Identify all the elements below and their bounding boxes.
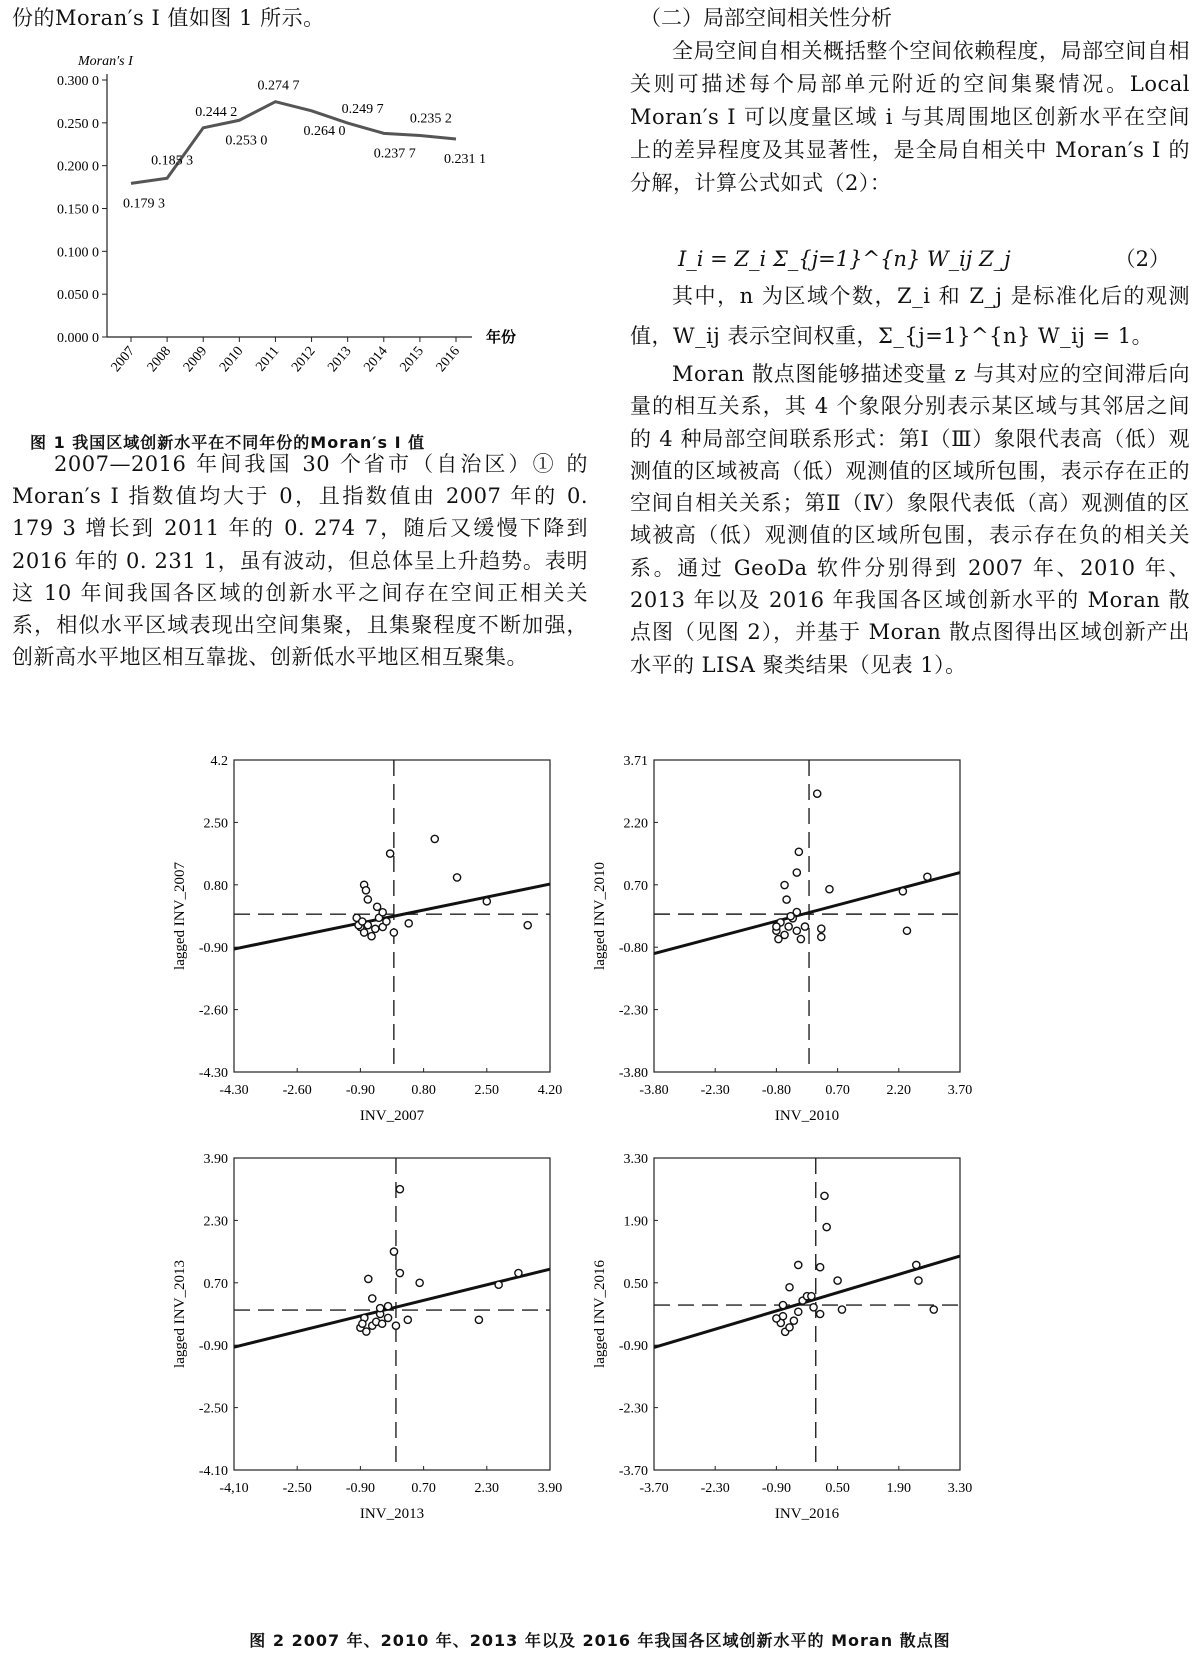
x-tick-label: 2016 (433, 343, 464, 376)
y-tick-label: 0.050 0 (57, 288, 99, 304)
x-tick-label: 2009 (180, 343, 211, 376)
x-tick-label: -2.30 (700, 1481, 730, 1496)
y-tick-label: 3.71 (623, 754, 648, 769)
data-point (823, 1223, 830, 1230)
y-tick-label: 0.50 (623, 1276, 648, 1292)
x-axis-label: 年份 (486, 330, 517, 346)
data-point (384, 1303, 391, 1310)
x-tick-label: 3.30 (947, 1481, 973, 1496)
data-point (779, 1301, 786, 1308)
y-tick-label: 0.150 0 (57, 202, 99, 218)
x-tick-label: -3.70 (639, 1481, 669, 1496)
x-tick-label: -0.90 (345, 1083, 375, 1098)
data-point (363, 1328, 370, 1335)
data-point (826, 886, 833, 893)
data-point (786, 1324, 793, 1331)
data-point (818, 925, 825, 932)
x-tick-label: 2.20 (886, 1083, 912, 1098)
y-tick-label: -0.80 (618, 941, 648, 957)
plot-frame (234, 1158, 550, 1470)
formula-text: I_i = Z_i Σ_{j=1}^{n} W_ij Z_j (678, 247, 1011, 271)
y-tick-label: 0.250 0 (57, 116, 99, 132)
data-point (797, 935, 804, 942)
scatter-plot-2016 (570, 1140, 1000, 1530)
y-tick-label: 0.80 (203, 878, 228, 894)
data-label: 0.253 0 (225, 133, 268, 149)
data-point (359, 1320, 366, 1327)
y-tick-label: -2.50 (198, 1401, 228, 1417)
y-tick-label: 3.90 (203, 1152, 228, 1167)
y-tick-label: -2.30 (618, 1401, 648, 1417)
formula-number: （2） (1114, 247, 1170, 271)
section-heading: （二）局部空间相关性分析 (640, 6, 892, 30)
data-point (483, 898, 490, 905)
data-label: 0.185 3 (151, 153, 194, 169)
data-point (368, 933, 375, 940)
data-point (930, 1306, 937, 1313)
y-tick-label: -4.30 (198, 1066, 228, 1081)
x-tick-label: 1.90 (886, 1481, 912, 1496)
x-tick-label: 3.90 (537, 1481, 563, 1496)
data-point (838, 1306, 845, 1313)
figure-1-caption: 图 1 我国区域创新水平在不同年份的Moran′s I 值 (30, 433, 426, 452)
x-tick-label: -4.30 (219, 1083, 249, 1098)
data-point (390, 1248, 397, 1255)
data-point (361, 929, 368, 936)
data-point (785, 923, 792, 930)
x-tick-label: -0.90 (345, 1481, 375, 1496)
y-tick-label: 2.20 (623, 816, 648, 832)
y-tick-label: -0.90 (198, 1339, 228, 1355)
data-point (817, 1310, 824, 1317)
y-tick-label: 0.200 0 (57, 159, 99, 175)
y-tick-label: -0.90 (198, 941, 228, 957)
y-tick-label: -4.10 (198, 1464, 228, 1479)
x-tick-label: 2015 (397, 343, 427, 376)
x-axis-label: INV_2010 (774, 1108, 840, 1124)
data-point (810, 1304, 817, 1311)
data-point (416, 1279, 423, 1286)
data-point (817, 1264, 824, 1271)
x-tick-label: -2.30 (700, 1083, 730, 1098)
data-point (793, 908, 800, 915)
x-tick-label: -2.60 (282, 1083, 312, 1098)
x-tick-label: -4,10 (219, 1481, 249, 1496)
data-point (899, 888, 906, 895)
y-tick-label: 3.30 (623, 1152, 648, 1167)
data-point (384, 1314, 391, 1321)
x-tick-label: 3.70 (947, 1083, 973, 1098)
data-label: 0.264 0 (303, 123, 346, 139)
y-axis-label: lagged INV_2007 (172, 862, 188, 970)
y-tick-label: -0.90 (618, 1339, 648, 1355)
x-tick-label: 2.50 (474, 1083, 500, 1098)
data-label: 0.231 1 (444, 152, 486, 168)
y-tick-label: 2.50 (203, 816, 228, 832)
data-label: 0.274 7 (257, 78, 300, 94)
data-point (793, 869, 800, 876)
regression-line (654, 873, 960, 954)
y-tick-label: 0.300 0 (57, 74, 99, 89)
y-tick-label: -2.60 (198, 1003, 228, 1019)
regression-line (234, 1269, 550, 1347)
x-tick-label: 2011 (253, 343, 283, 375)
data-point (783, 896, 790, 903)
y-tick-label: -3.70 (618, 1464, 648, 1479)
left-top-line: 份的Moran′s I 值如图 1 所示。 (12, 6, 325, 30)
y-axis-label: lagged INV_2013 (172, 1260, 188, 1368)
data-point (495, 1281, 502, 1288)
data-point (396, 1269, 403, 1276)
data-point (524, 922, 531, 929)
data-point (383, 918, 390, 925)
y-tick-label: 0.000 0 (57, 331, 99, 346)
data-point (475, 1316, 482, 1323)
data-point (364, 896, 371, 903)
x-tick-label: 0.70 (411, 1481, 436, 1496)
x-tick-label: 4.20 (537, 1083, 563, 1098)
data-point (372, 925, 379, 932)
x-tick-label: 2012 (289, 343, 319, 376)
y-tick-label: -2.30 (618, 1003, 648, 1019)
y-tick-label: 2.30 (203, 1214, 228, 1230)
plot-frame (654, 1158, 960, 1470)
data-point (379, 909, 386, 916)
right-paragraph-3: Moran 散点图能够描述变量 z 与其对应的空间滞后向量的相互关系，其 4 个象限分别表示某区域与其邻居之间的 4 种局部空间联系形式：第Ⅰ（Ⅲ）象限代表高（低）观测值的区域被高（低）观测值的区域所包围，表示存在正的空间自相关关系；第Ⅱ（Ⅳ）象限代表低（高）观测值的区域被高（低）观测值的区域所包围，表示存在负的相关关系。通过 GeoDa 软件分别得到 2007 年、2010 年、2013 年以及 2016 年我国各区域创新水平的 Moran 散点图（见图 2），并基于 Moran 散点图得出区域创新产出水平的 LISA 聚类结果（见表 1）。 (630, 362, 1190, 677)
data-point (801, 923, 808, 930)
data-point (781, 931, 788, 938)
data-point (379, 1320, 386, 1327)
data-point (834, 1277, 841, 1284)
y-tick-label: 4.2 (210, 754, 228, 769)
x-tick-label: 2008 (144, 343, 175, 376)
data-point (793, 927, 800, 934)
data-point (915, 1277, 922, 1284)
plot-frame (654, 760, 960, 1072)
x-tick-label: 0.80 (411, 1083, 436, 1098)
y-tick-label: 0.70 (623, 878, 648, 894)
data-label: 0.249 7 (341, 102, 384, 118)
data-point (377, 1305, 384, 1312)
data-point (773, 923, 780, 930)
data-point (795, 848, 802, 855)
x-tick-label: 2007 (108, 343, 139, 376)
data-label: 0.235 2 (409, 111, 452, 127)
data-point (808, 1293, 815, 1300)
data-point (362, 887, 369, 894)
figure-1-line-chart (12, 44, 588, 424)
data-point (773, 1315, 780, 1322)
data-point (392, 1322, 399, 1329)
data-point (795, 1308, 802, 1315)
x-tick-label: -0.90 (761, 1481, 791, 1496)
x-axis-label: INV_2016 (774, 1506, 840, 1522)
data-point (365, 1275, 372, 1282)
left-paragraph: 2007—2016 年间我国 30 个省市（自治区）① 的 Moran′s I 指数值均大于 0，且指数值由 2007 年的 0. 179 3 增长到 2011 年的 0. 274 7，随后又缓慢下降到 2016 年的 0. 231 1，虽有波动，但总体呈上升趋势。表明这 10 年间我国各区域的创新水平之间存在空间正相关关系，相似水平区域表现出空间集聚，且集聚程度不断加强，创新高水平地区相互靠拢、创新低水平地区相互聚集。 (12, 452, 588, 670)
x-tick-label: 2.30 (474, 1481, 500, 1496)
x-tick-label: -0.80 (761, 1083, 791, 1098)
data-point (781, 881, 788, 888)
data-point (821, 1192, 828, 1199)
x-tick-label: -3.80 (639, 1083, 669, 1098)
y-tick-label: 1.90 (623, 1214, 648, 1230)
x-tick-label: -2.50 (282, 1481, 312, 1496)
y-tick-label: 0.70 (203, 1276, 228, 1292)
data-point (818, 933, 825, 940)
x-tick-label: 0.50 (825, 1481, 850, 1496)
data-point (359, 918, 366, 925)
data-point (387, 850, 394, 857)
data-point (814, 790, 821, 797)
data-point (924, 873, 931, 880)
series-line (131, 102, 456, 184)
data-label: 0.179 3 (123, 196, 165, 212)
data-point (786, 1284, 793, 1291)
scatter-plot-2007 (150, 742, 590, 1132)
data-point (404, 1316, 411, 1323)
data-point (515, 1269, 522, 1276)
scatter-plot-2013 (150, 1140, 590, 1530)
regression-line (234, 884, 550, 949)
data-point (913, 1261, 920, 1268)
x-tick-label: 2014 (361, 343, 391, 376)
data-point (431, 835, 438, 842)
y-axis-label: lagged INV_2010 (592, 862, 608, 970)
figure-2-caption: 图 2 2007 年、2010 年、2013 年以及 2016 年我国各区域创新水平的 Moran 散点图 (249, 1631, 951, 1650)
x-tick-label: 0.70 (825, 1083, 850, 1098)
right-paragraph-2: 其中，n 为区域个数，Z_i 和 Z_j 是标准化后的观测值，W_ij 表示空间权重，Σ_{j=1}^{n} W_ij = 1。 (630, 284, 1190, 348)
y-axis-label: lagged INV_2016 (592, 1260, 608, 1368)
right-paragraph-1: 全局空间自相关概括整个空间依赖程度，局部空间自相关则可描述每个局部单元附近的空间集聚情况。Local Moran′s I 可以度量区域 i 与其周围地区创新水平在空间上的差异程度及其显著性，是全局自相关中 Moran′s I 的分解，计算公式如式（2）： (630, 39, 1190, 195)
scatter-plot-2010 (570, 742, 1000, 1132)
data-label: 0.244 2 (195, 104, 238, 120)
y-tick-label: -3.80 (618, 1066, 648, 1081)
regression-line (654, 1256, 960, 1347)
data-point (903, 927, 910, 934)
data-point (795, 1261, 802, 1268)
data-point (390, 929, 397, 936)
data-point (453, 874, 460, 881)
x-axis-label: INV_2013 (359, 1506, 425, 1522)
y-axis-label: Moran′s I (78, 54, 133, 69)
x-tick-label: 2010 (216, 343, 247, 376)
data-point (369, 1295, 376, 1302)
data-point (405, 920, 412, 927)
data-point (790, 1317, 797, 1324)
data-label: 0.237 7 (373, 146, 416, 162)
data-point (396, 1186, 403, 1193)
x-tick-label: 2013 (325, 343, 355, 376)
x-axis-label: INV_2007 (359, 1108, 425, 1124)
y-tick-label: 0.100 0 (57, 245, 99, 261)
